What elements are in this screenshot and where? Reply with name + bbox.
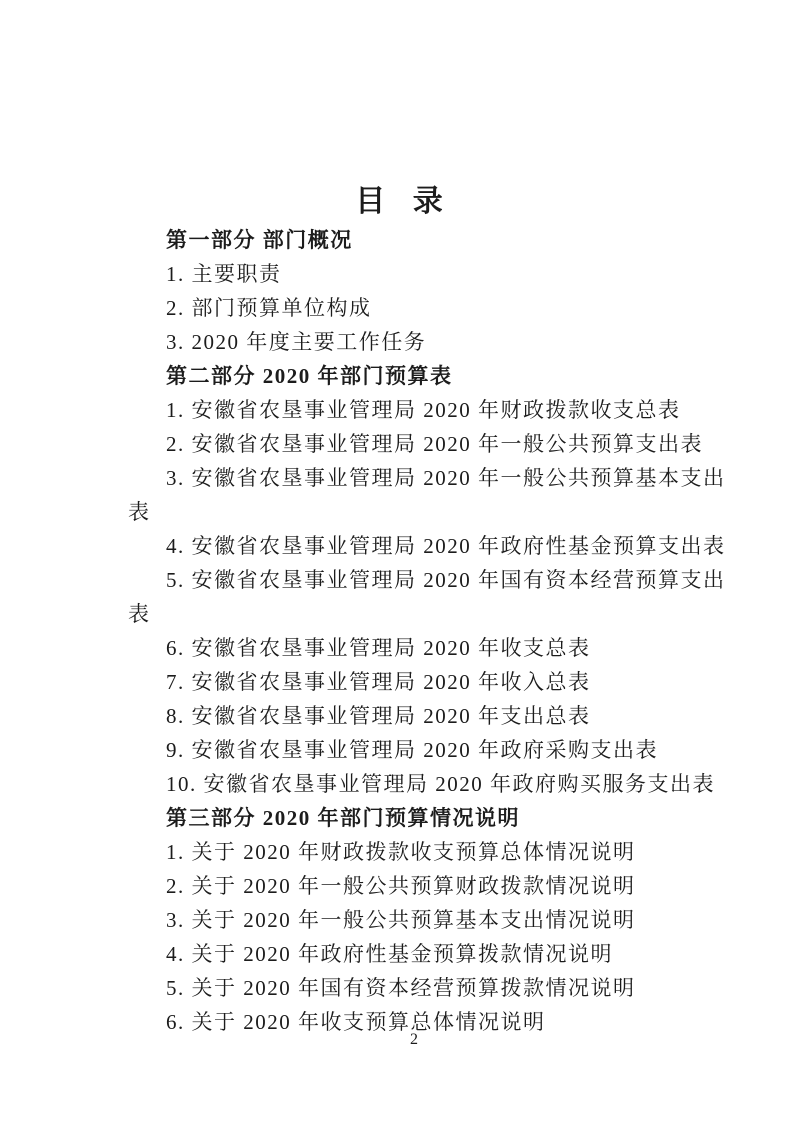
toc-section-heading-1: 第一部分 部门概况 [166, 228, 353, 252]
toc-item: 3. 安徽省农垦事业管理局 2020 年一般公共预算基本支出 [166, 466, 726, 490]
toc-item: 8. 安徽省农垦事业管理局 2020 年支出总表 [166, 704, 591, 728]
toc-item: 1. 安徽省农垦事业管理局 2020 年财政拨款收支总表 [166, 398, 681, 422]
toc-section-heading-3: 第三部分 2020 年部门预算情况说明 [166, 806, 520, 830]
toc-item: 2. 关于 2020 年一般公共预算财政拨款情况说明 [166, 874, 636, 898]
page-number: 2 [410, 1031, 418, 1048]
toc-item-continuation: 表 [128, 500, 151, 524]
toc-item: 10. 安徽省农垦事业管理局 2020 年政府购买服务支出表 [166, 772, 715, 796]
toc-item: 1. 主要职责 [166, 262, 282, 286]
toc-item-continuation: 表 [128, 602, 151, 626]
toc-item: 2. 部门预算单位构成 [166, 296, 372, 320]
toc-content [128, 223, 760, 1039]
toc-item: 5. 关于 2020 年国有资本经营预算拨款情况说明 [166, 976, 636, 1000]
toc-item: 1. 关于 2020 年财政拨款收支预算总体情况说明 [166, 840, 636, 864]
toc-item: 6. 安徽省农垦事业管理局 2020 年收支总表 [166, 636, 591, 660]
toc-item: 3. 关于 2020 年一般公共预算基本支出情况说明 [166, 908, 636, 932]
toc-item: 2. 安徽省农垦事业管理局 2020 年一般公共预算支出表 [166, 432, 703, 456]
toc-item: 9. 安徽省农垦事业管理局 2020 年政府采购支出表 [166, 738, 658, 762]
toc-item: 6. 关于 2020 年收支预算总体情况说明 [166, 1010, 546, 1034]
page-title: 目 录 [355, 185, 445, 218]
toc-item: 4. 安徽省农垦事业管理局 2020 年政府性基金预算支出表 [166, 534, 726, 558]
toc-item: 5. 安徽省农垦事业管理局 2020 年国有资本经营预算支出 [166, 568, 726, 592]
toc-section-heading-2: 第二部分 2020 年部门预算表 [166, 364, 453, 388]
toc-item: 4. 关于 2020 年政府性基金预算拨款情况说明 [166, 942, 613, 966]
toc-item: 3. 2020 年度主要工作任务 [166, 330, 427, 354]
toc-item: 7. 安徽省农垦事业管理局 2020 年收入总表 [166, 670, 591, 694]
